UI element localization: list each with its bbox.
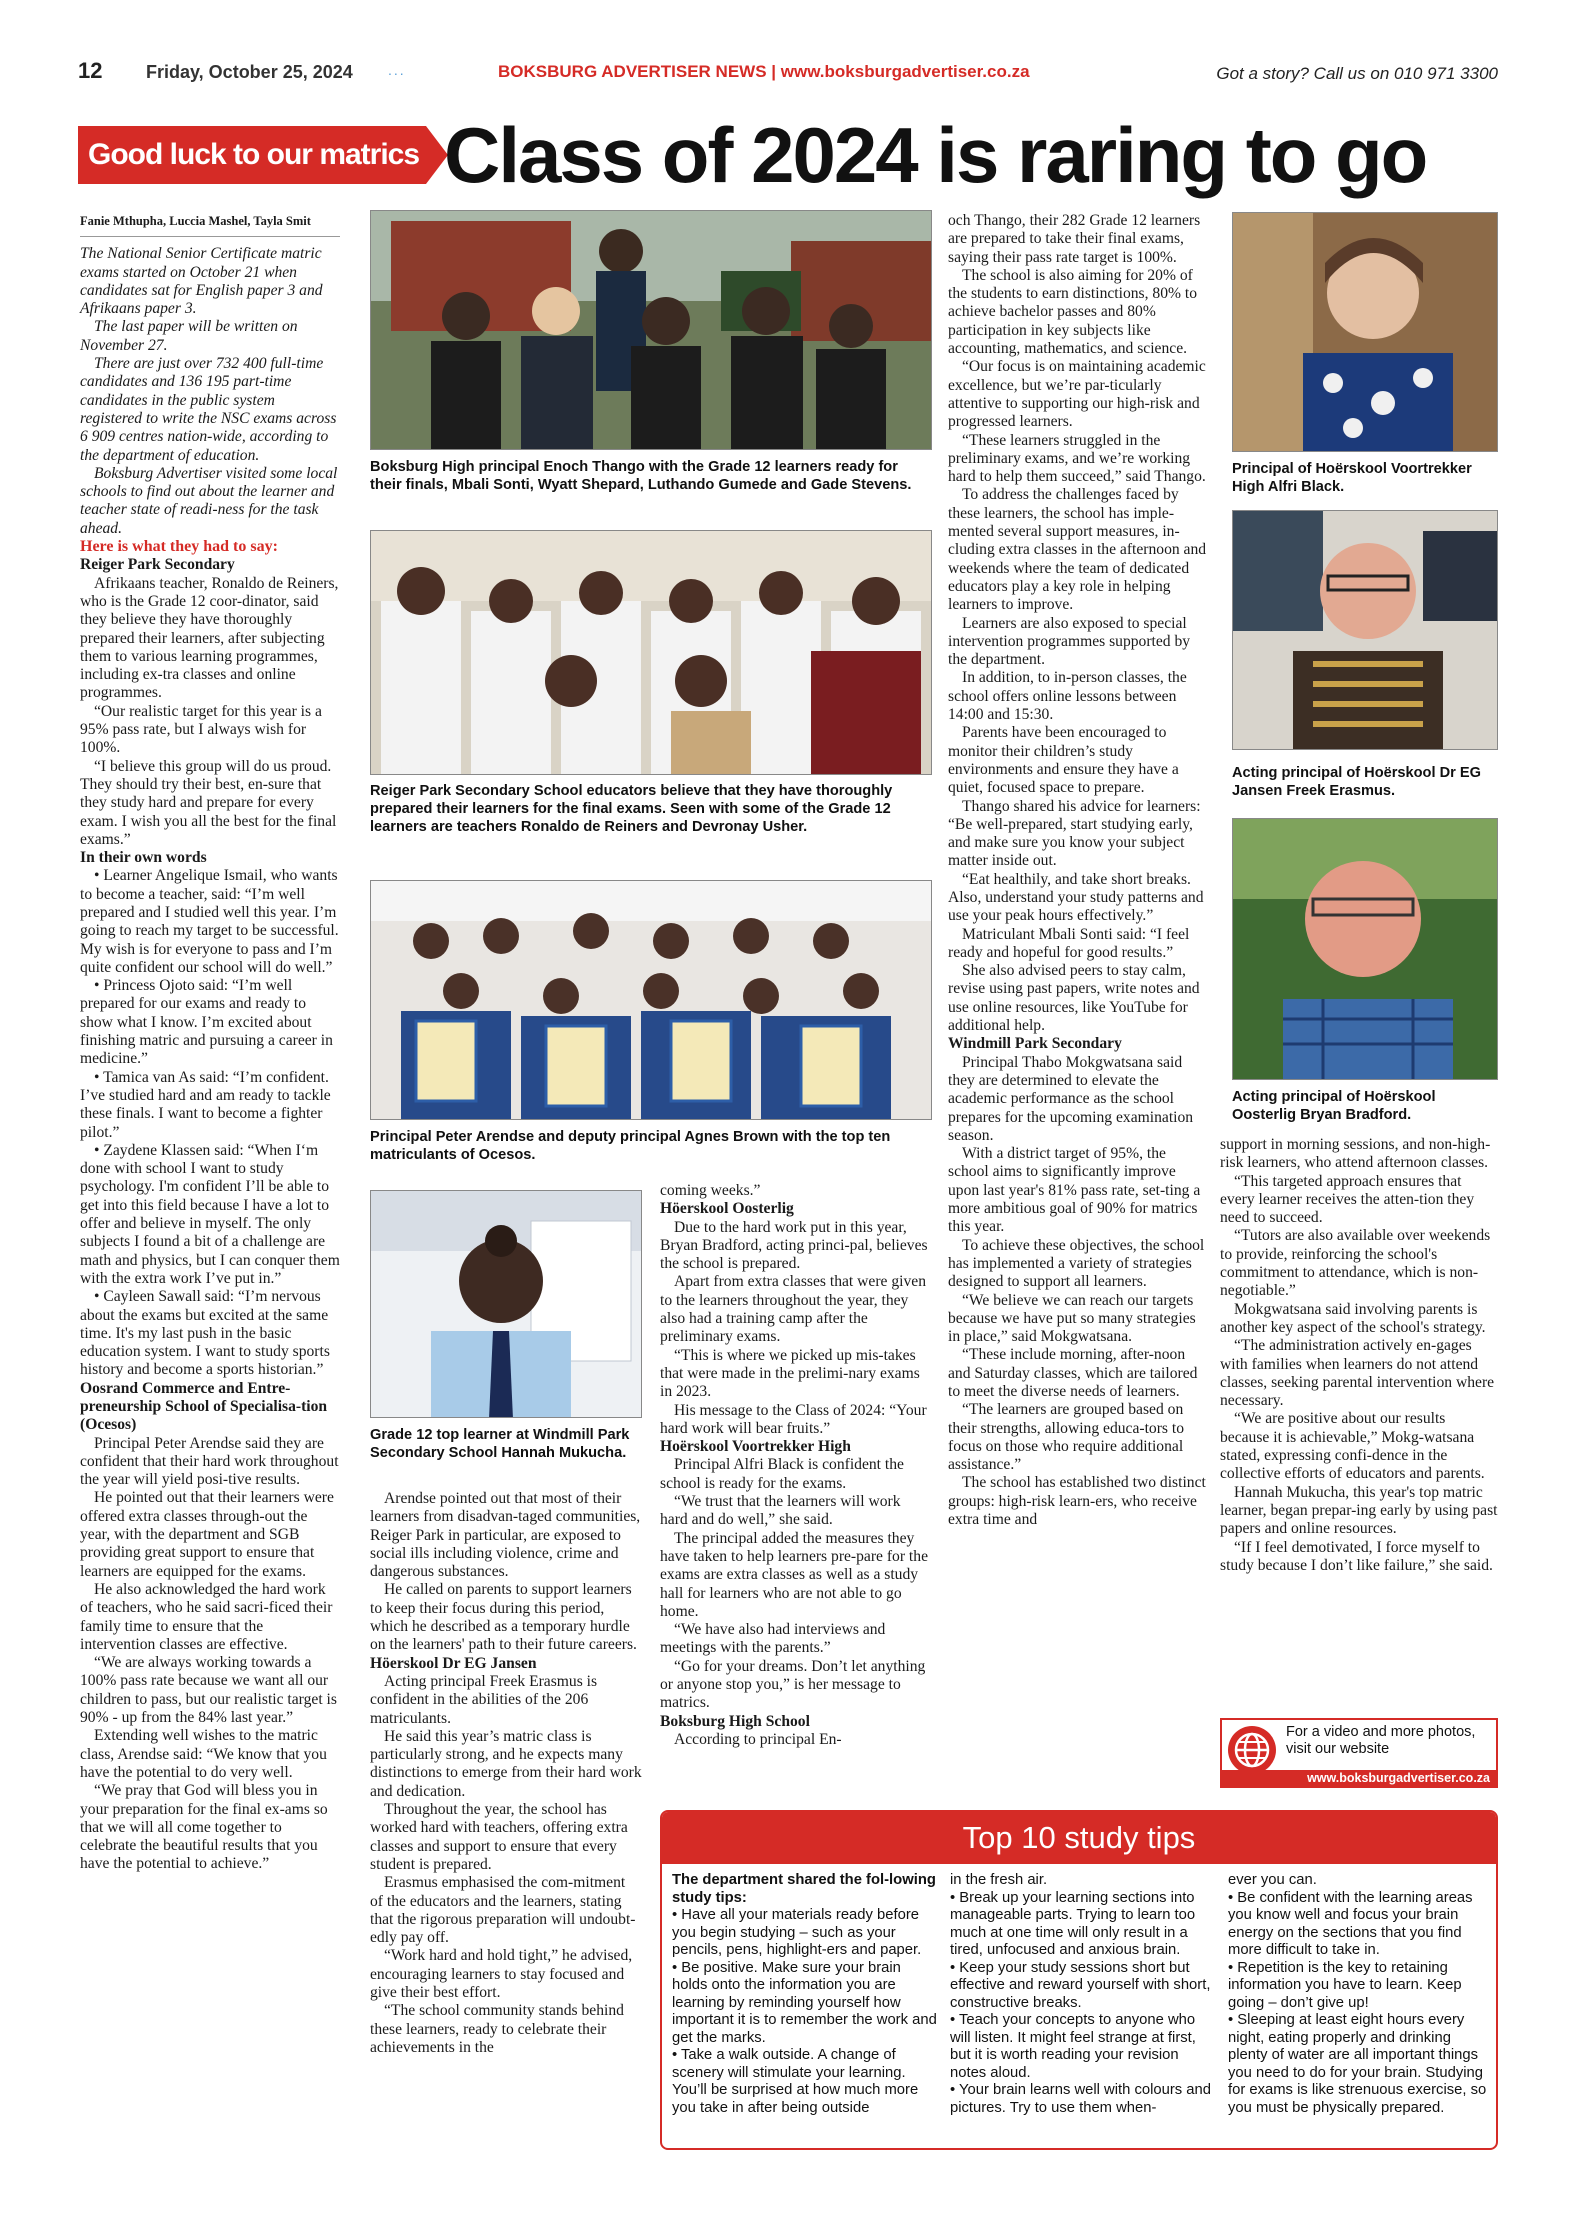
section-subheading: Höerskool Oosterlig xyxy=(660,1200,794,1218)
paragraph: The school is also aiming for 20% of the students to earn distinctions, 80% to achieve bachelor passes and 80% participation in key subjects like accounting, mathematics, and science. xyxy=(948,266,1198,358)
tip-item: in the fresh air. xyxy=(950,1872,1048,1888)
photo-reiger-park xyxy=(370,530,932,775)
paragraph: Erasmus emphasised the com-mitment of the educators and the learners, stating that the rigorous preparation will undoubt-edly pay off. xyxy=(370,1874,636,1947)
caption-reiger-park: Reiger Park Secondary School educators believe that they have thoroughly prepared their learners for the final exams. Seen with some of the Grade 12 learners are teachers Ronaldo de Reiners and Devronay Usher. xyxy=(370,783,893,835)
paragraph: He called on parents to support learners to keep their focus during this period, which he described as a temporary hurdle on the learners' path to their future careers. xyxy=(370,1581,637,1654)
boksburg-high-group-image xyxy=(371,211,932,450)
tip-item: • Repetition is the key to retaining information you have to learn. Keep going – don’t give up! xyxy=(1228,1959,1462,2011)
caption-ocesos: Principal Peter Arendse and deputy principal Agnes Brown with the top ten matriculants of Ocesos. xyxy=(370,1129,891,1163)
study-tips-title: Top 10 study tips xyxy=(662,1812,1496,1864)
paragraph: Apart from extra classes that were given to the learners throughout the year, they also had a training camp after the preliminary exams. xyxy=(660,1273,926,1346)
publication-title: BOKSBURG ADVERTISER NEWS | www.boksburgadvertiser.co.za xyxy=(498,62,1030,81)
column-body xyxy=(948,212,1210,1529)
ocesos-group-image xyxy=(371,881,932,1120)
study-tips-column-1 xyxy=(672,1872,937,2117)
tip-item: • Your brain learns well with colours and pictures. Try to use them when- xyxy=(950,2082,1211,2116)
tip-item: • Keep your study sessions short but effective and reward yourself with short, constructive breaks. xyxy=(950,1959,1211,2011)
column-body xyxy=(660,1182,932,1749)
website-url[interactable]: www.boksburgadvertiser.co.za xyxy=(1222,1770,1496,1786)
column-body xyxy=(1220,1136,1498,1575)
paragraph: “We are always working towards a 100% pass rate because we want all our children to pass, but our realistic target is 90% - up from the 84% last year.” xyxy=(80,1654,337,1727)
column-body xyxy=(370,1490,642,2057)
article-column-2 xyxy=(370,1490,642,2057)
paragraph: Thango shared his advice for learners: “Be well-prepared, start studying early, and make sure you know your subject matter inside out. xyxy=(948,797,1201,870)
paragraph: His message to the Class of 2024: “Your hard work will bear fruits.” xyxy=(660,1401,927,1437)
tips-list xyxy=(672,1907,937,2117)
paragraph: • Zaydene Klassen said: “When I‘m done with school I want to study psychology. I'm confident I’ll be able to get into this field because I have a lot to offer and believe in myself. The only subjects I found a bit of a challenge are math and physics, but I can conquer them with the extra work I’ve put in.” xyxy=(80,1141,340,1287)
paragraph: Throughout the year, the school has worked hard with teachers, offering extra classes and support to ensure that every student is prepared. xyxy=(370,1801,628,1873)
paragraph: • Learner Angelique Ismail, who wants to become a teacher, said: “I’m well prepared and I studied well this year. I’m going to reach my target to be successful. My wish is for everyone to pass and I’m quite confident our school will do well.” xyxy=(80,867,339,976)
paragraph: “The administration actively en-gages with families when learners do not attend classes, seeking parental intervention where necessary. xyxy=(1220,1337,1495,1410)
section-subheading: In their own words xyxy=(80,849,207,867)
paragraph: Principal Alfri Black is confident the school is ready for the exams. xyxy=(660,1456,904,1492)
paragraph: “The school community stands behind these learners, ready to celebrate their achievements in the xyxy=(370,2002,624,2056)
paragraph: “Our focus is on maintaining academic excellence, but we’re par-ticularly attentive to supporting our high-risk and progressed learners. xyxy=(948,358,1206,431)
paragraph: “We have also had interviews and meetings with the parents.” xyxy=(660,1621,886,1657)
tip-item: • Be confident with the learning areas you know well and focus your brain energy on the sections that you find more difficult to take in. xyxy=(1228,1889,1473,1958)
highlight-line: Here is what they had to say: xyxy=(80,538,278,556)
paragraph: “If I feel demotivated, I force myself to study because I don’t like failure,” she said. xyxy=(1220,1538,1493,1574)
article-column-1 xyxy=(80,212,340,1874)
paragraph: Mokgwatsana said involving parents is another key aspect of the school's strategy. xyxy=(1220,1300,1486,1336)
paragraph: Learners are also exposed to special intervention programmes supported by the department. xyxy=(948,614,1191,669)
photo-windmill-park xyxy=(370,1190,642,1418)
paragraph: • Princess Ojoto said: “I’m well prepared for our exams and ready to show what I know. I’m excited about finishing matric and pursuing a career in medicine.” xyxy=(80,977,333,1068)
tip-item: • Teach your concepts to anyone who will listen. It might feel strange at first, but it is worth reading your revision notes aloud. xyxy=(950,2012,1196,2081)
paragraph: He pointed out that their learners were offered extra classes through-out the year, with the department and SGB providing great support to ensure that learners are equipped for the exams. xyxy=(80,1489,334,1580)
paragraph: To achieve these objectives, the school has implemented a variety of strategies designed to support all learners. xyxy=(948,1236,1205,1291)
contact-line: Got a story? Call us on 010 971 3300 xyxy=(1216,64,1498,83)
paragraph: Matriculant Mbali Sonti said: “I feel ready and hopeful for good results.” xyxy=(948,925,1190,961)
paragraph: • Cayleen Sawall said: “I’m nervous about the exams but excited at the same time. It's my last push in the basic education system. I want to study sports history and become a sports historian.” xyxy=(80,1288,330,1379)
page-number: 12 xyxy=(78,58,103,83)
paragraph: Principal Thabo Mokgwatsana said they are determined to elevate the academic performance as the school prepares for the upcoming examination season. xyxy=(948,1053,1194,1144)
paragraph: “Our realistic target for this year is a 95% pass rate, but I always wish for 100%. xyxy=(80,702,322,757)
alfri-black-portrait xyxy=(1233,213,1498,452)
intro-paragraph: The last paper will be written on November 27. xyxy=(80,318,298,354)
section-subheading: Höerskool Dr EG Jansen xyxy=(370,1654,537,1672)
paragraph: “This targeted approach ensures that every learner receives the atten-tion they need to succeed. xyxy=(1220,1172,1475,1227)
photo-ocesos xyxy=(370,880,932,1120)
paragraph: • Tamica van As said: “I’m confident. I’ve studied hard and am ready to tackle these finals. I want to become a fighter pilot.” xyxy=(80,1068,331,1141)
headline-banner xyxy=(78,111,1498,199)
paragraph: “These include morning, after-noon and Saturday classes, which are tailored to meet the diverse needs of learners. xyxy=(948,1346,1198,1400)
bryan-bradford-portrait xyxy=(1233,819,1498,1080)
paragraph: coming weeks.” xyxy=(660,1182,761,1199)
paragraph: Parents have been encouraged to monitor their children’s study environments and ensure they have a quiet, focused space to prepare. xyxy=(948,724,1179,797)
paragraph: och Thango, their 282 Grade 12 learners are prepared to take their final exams, saying their pass rate target is 100%. xyxy=(948,212,1201,266)
caption-bryan-bradford: Acting principal of Hoërskool Oosterlig Bryan Bradford. xyxy=(1232,1089,1436,1123)
paragraph: “These learners struggled in the preliminary exams, and we’re working hard to help them succeed,” said Thango. xyxy=(948,431,1206,486)
section-subheading: Reiger Park Secondary xyxy=(80,556,235,574)
headline: Class of 2024 is raring to go xyxy=(444,111,1427,199)
tip-item: • Take a walk outside. A change of scenery will stimulate your learning. You’ll be surprised at how much more you take in after being outside xyxy=(672,2047,919,2116)
section-subheading: Boksburg High School xyxy=(660,1712,810,1730)
paragraph: Hannah Mukucha, this year's top matric learner, began prepar-ing early by using past papers and online resources. xyxy=(1220,1483,1498,1538)
paragraph: With a district target of 95%, the school aims to significantly improve upon last year's 81% pass rate, set-ting a more ambitious goal of 90% for matrics this year. xyxy=(948,1145,1201,1236)
paragraph: Principal Peter Arendse said they are confident that their hard work throughout the year will yield posi-tive results. xyxy=(80,1434,339,1489)
paragraph: To address the challenges faced by these learners, the school has imple-mented several support measures, in-cluding extra classes in the afternoon and weekends where the team of dedicated educators play a key role in helping learners to improve. xyxy=(948,486,1207,614)
caption-boksburg-high: Boksburg High principal Enoch Thango with the Grade 12 learners ready for their finals, Mbali Sonti, Wyatt Shepard, Luthando Gumede and Gade Stevens. xyxy=(370,459,912,493)
study-tips-column-3 xyxy=(1228,1872,1493,2117)
study-tips-column-2 xyxy=(950,1872,1215,2117)
article-column-4 xyxy=(948,212,1210,1529)
paragraph: “Tutors are also available over weekends to provide, reinforcing the school's commitment to attendance, which is non-negotiable.” xyxy=(1220,1227,1491,1300)
intro-paragraph: Boksburg Advertiser visited some local schools to find out about the learner and teacher state of readi-ness for the task ahead. xyxy=(80,464,338,537)
paragraph: “We are positive about our results because it is achievable,” Mokg-watsana stated, expressing confi-dence in the collective efforts of educators and parents. xyxy=(1220,1410,1485,1483)
paragraph: Afrikaans teacher, Ronaldo de Reiners, who is the Grade 12 coor-dinator, said they believe they have thoroughly prepared their learners, after subjecting them to various learning programmes, including ex-tra classes and online programmes. xyxy=(80,574,339,702)
paragraph: “I believe this group will do us proud. They should try their best, en-sure that they study hard and prepare for every exam. I wish you all the best for the final exams.” xyxy=(80,757,337,848)
page-header xyxy=(78,58,1498,88)
column-body xyxy=(80,245,340,1873)
paragraph: “Go for your dreams. Don’t let anything or anyone stop you,” is her message to matrics. xyxy=(660,1657,926,1712)
caption-alfri-black: Principal of Hoërskool Voortrekker High Alfri Black. xyxy=(1232,461,1472,495)
reiger-park-group-image xyxy=(371,531,932,775)
section-subheading: Hoërskool Voortrekker High xyxy=(660,1438,851,1456)
paragraph: He also acknowledged the hard work of teachers, who he said sacri-ficed their family time to ensure that the intervention classes are effective. xyxy=(80,1580,333,1653)
paragraph: In addition, to in-person classes, the school offers online lessons between 14:00 and 15:30. xyxy=(948,669,1187,724)
photo-bryan-bradford xyxy=(1232,818,1498,1080)
article-column-3 xyxy=(660,1182,932,1749)
globe-icon xyxy=(1228,1726,1276,1774)
paragraph: She also advised peers to stay calm, revise using past papers, write notes and use online resources, like YouTube for additional help. xyxy=(948,962,1200,1035)
section-subheading: Windmill Park Secondary xyxy=(948,1035,1122,1053)
section-subheading: Oosrand Commerce and Entre-preneurship School of Specialisa-tion (Ocesos) xyxy=(80,1379,328,1434)
paragraph: According to principal En- xyxy=(674,1730,842,1748)
intro-paragraph: The National Senior Certificate matric exams started on October 21 when candidates sat for English paper 3 and Afrikaans paper 3. xyxy=(80,245,323,318)
caption-freek-erasmus: Acting principal of Hoërskool Dr EG Jansen Freek Erasmus. xyxy=(1232,765,1481,799)
paragraph: “This is where we picked up mis-takes that were made in the prelimi-nary exams in 2023. xyxy=(660,1346,920,1401)
paragraph: “Work hard and hold tight,” he advised, encouraging learners to stay focused and give their best effort. xyxy=(370,1947,633,2002)
paragraph: support in morning sessions, and non-high-risk learners, who attend afternoon classes. xyxy=(1220,1136,1491,1172)
tip-item: • Be positive. Make sure your brain holds onto the information you are learning by reminding yourself how important it is to remember the work and get the marks. xyxy=(672,1959,937,2046)
paragraph: Extending well wishes to the matric class, Arendse said: “We know that you have the potential to do very well. xyxy=(80,1727,327,1781)
tips-list xyxy=(950,1872,1215,2117)
study-tips-box xyxy=(660,1810,1498,2150)
paragraph: “We trust that the learners will work hard and do well,” she said. xyxy=(660,1493,901,1529)
paragraph: “Eat healthily, and take short breaks. Also, understand your study patterns and use your peak hours effectively.” xyxy=(948,870,1204,925)
section-label: Good luck to our matrics xyxy=(78,126,426,184)
tip-item: • Sleeping at least eight hours every night, eating properly and drinking plenty of water are all important things you need to do for your brain. Studying for exams is like strenuous exercise, so you must be physically prepared. xyxy=(1228,2012,1487,2116)
windmill-learner-image xyxy=(371,1191,642,1418)
paragraph: He said this year’s matric class is particularly strong, and he expects many distinctions to emerge from their hard work and dedication. xyxy=(370,1727,642,1800)
website-promo-text: For a video and more photos, visit our website xyxy=(1286,1724,1476,1757)
paragraph: “The learners are grouped based on their strengths, allowing educa-tors to focus on those who require additional assistance.” xyxy=(948,1401,1185,1474)
paragraph: Arendse pointed out that most of their learners from disadvan-taged communities, Reiger Park in particular, are exposed to social ills including violence, crime and dangerous substances. xyxy=(370,1490,641,1581)
article-column-5 xyxy=(1220,1136,1498,1575)
paragraph: The principal added the measures they have taken to help learners pre-pare for the exams are extra classes as well as a study hall for learners who are not able to go home. xyxy=(660,1529,928,1620)
photo-boksburg-high xyxy=(370,210,932,450)
photo-alfri-black xyxy=(1232,212,1498,452)
intro-paragraph: There are just over 732 400 full-time candidates and 136 195 part-time candidates in the public system registered to write the NSC exams across 6 909 centres nation-wide, according to the department of education. xyxy=(80,355,337,464)
website-promo[interactable] xyxy=(1220,1718,1498,1788)
decorative-dots: ... xyxy=(388,62,406,78)
photo-freek-erasmus xyxy=(1232,510,1498,750)
caption-windmill-park: Grade 12 top learner at Windmill Park Secondary School Hannah Mukucha. xyxy=(370,1427,630,1461)
paragraph: Acting principal Freek Erasmus is confident in the abilities of the 206 matriculants. xyxy=(370,1672,598,1727)
tip-item: • Break up your learning sections into manageable parts. Trying to learn too much at one time will only result in a tired, unfocused and anxious brain. xyxy=(950,1889,1196,1958)
study-tips-intro: The department shared the fol-lowing study tips: xyxy=(672,1872,936,1906)
tip-item: ever you can. xyxy=(1228,1872,1317,1888)
freek-erasmus-portrait xyxy=(1233,511,1498,750)
page-date: Friday, October 25, 2024 xyxy=(146,62,353,82)
paragraph: “We pray that God will bless you in your preparation for the final ex-ams so that we will all come together to celebrate the beautiful results that you have the potential to achieve.” xyxy=(80,1782,328,1873)
tips-list xyxy=(1228,1872,1493,2117)
paragraph: “We believe we can reach our targets because we have put so many strategies in place,” said Mokgwatsana. xyxy=(948,1291,1196,1346)
byline: Fanie Mthupha, Luccia Mashel, Tayla Smit xyxy=(80,212,340,237)
tip-item: • Have all your materials ready before you begin studying – such as your pencils, pens, highlight-ers and paper. xyxy=(672,1907,922,1958)
paragraph: Due to the hard work put in this year, Bryan Bradford, acting princi-pal, believes the school is prepared. xyxy=(660,1218,928,1273)
paragraph: The school has established two distinct groups: high-risk learn-ers, who receive extra time and xyxy=(948,1474,1206,1529)
